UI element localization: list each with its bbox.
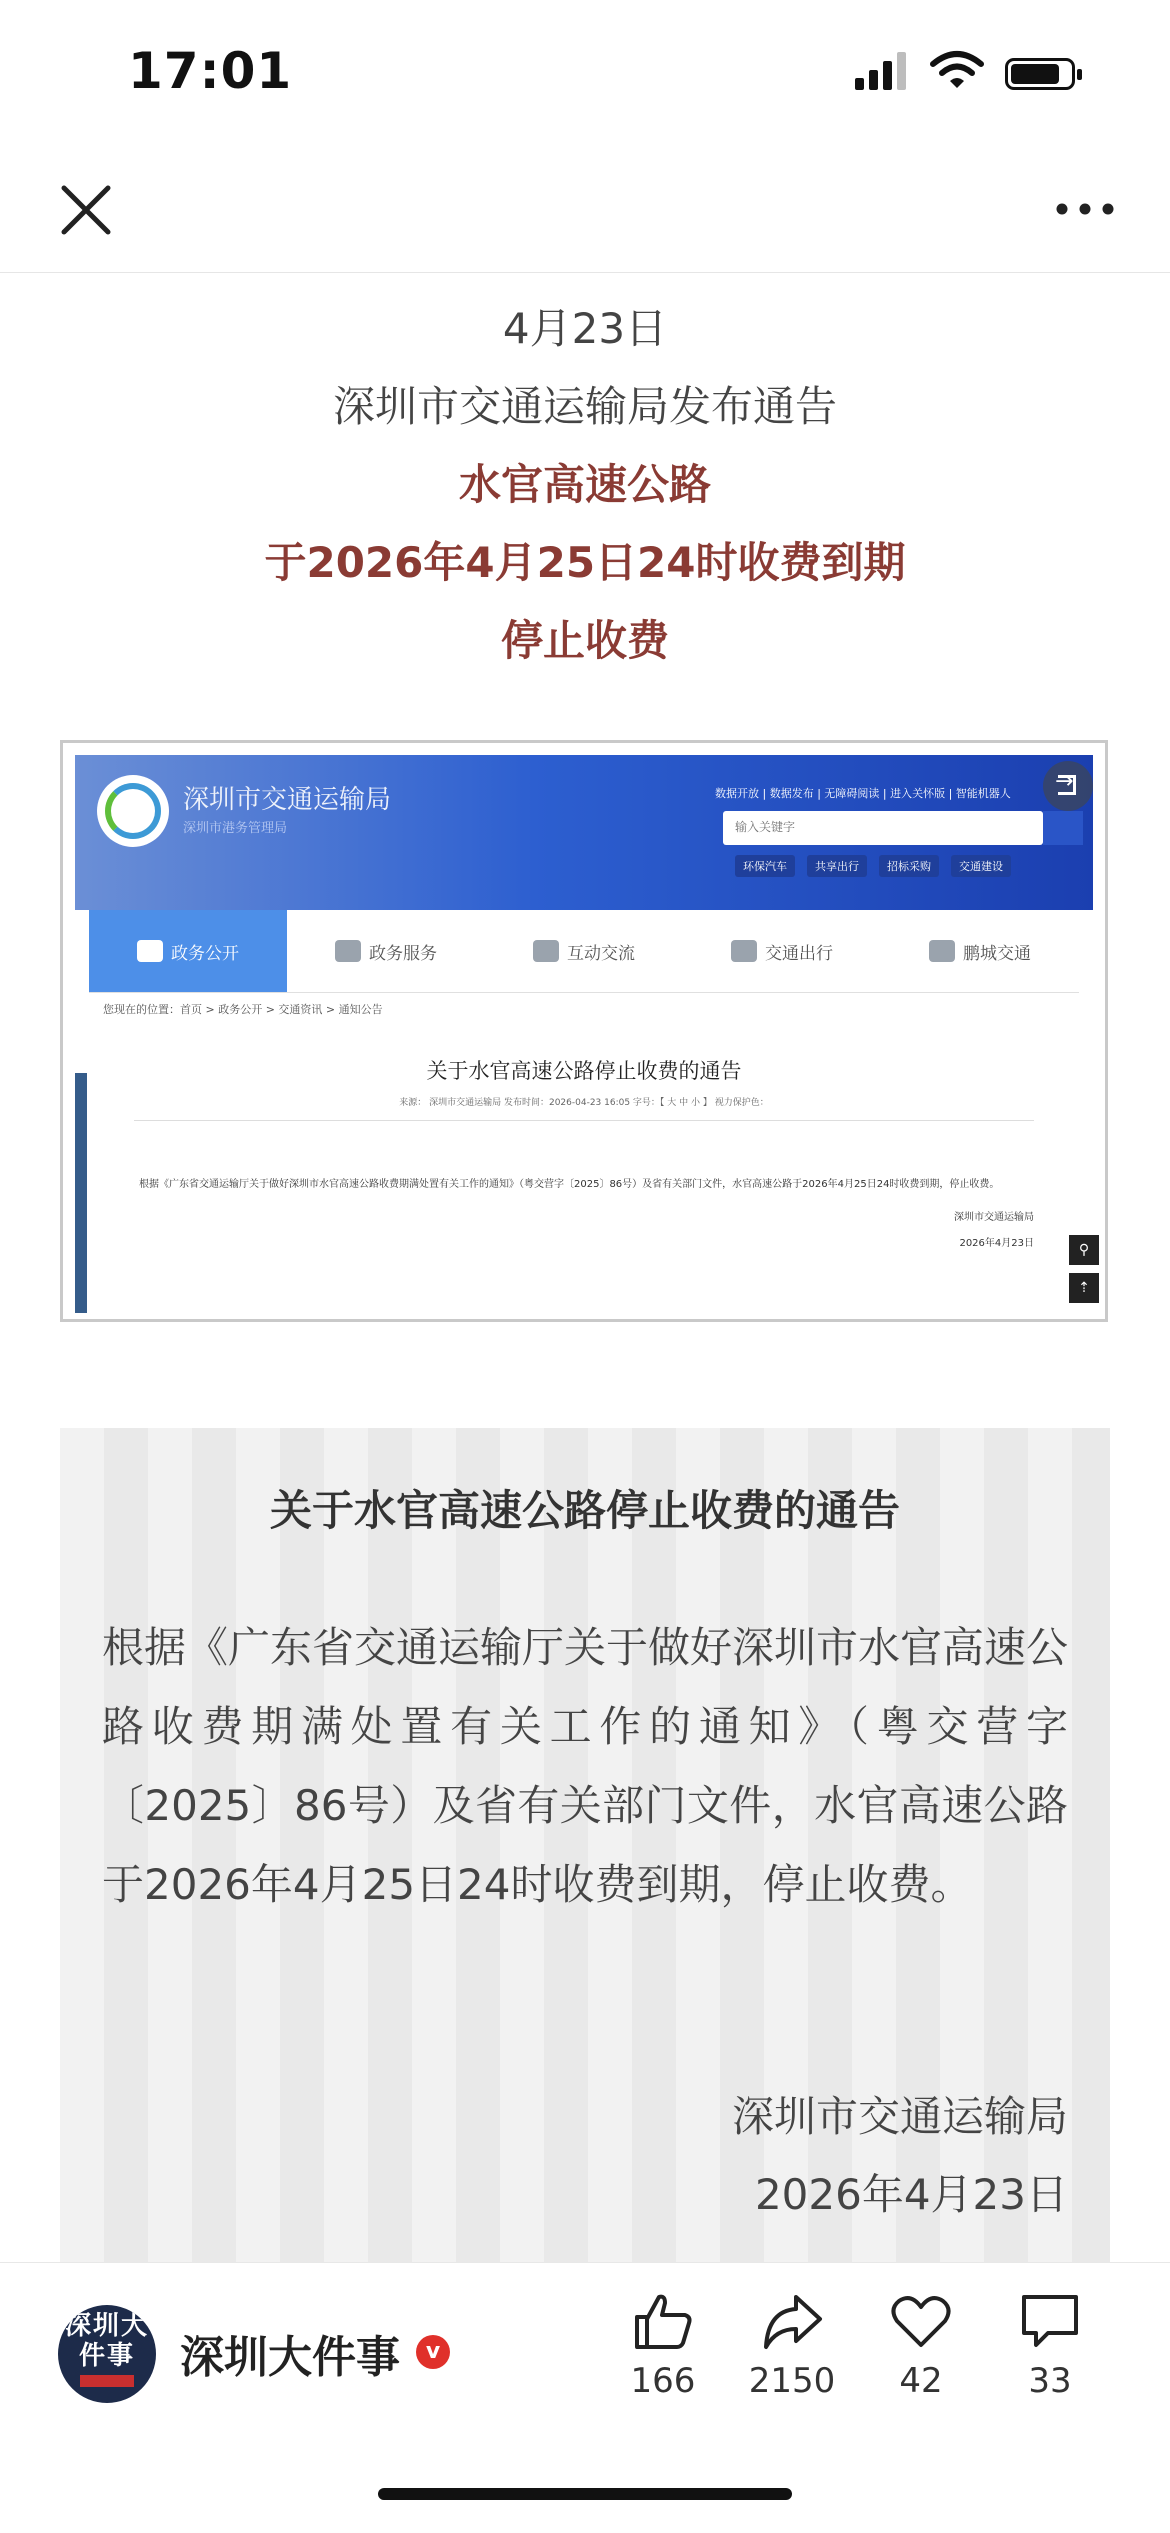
header-road-name: 水官高速公路 [458, 460, 711, 509]
status-bar [0, 0, 1170, 150]
more-options-icon[interactable] [1055, 202, 1115, 216]
site-article-divider [134, 1120, 1034, 1121]
cellular-signal-icon [855, 52, 911, 92]
avatar-text: 深圳大件事 [64, 2311, 149, 2371]
like-button[interactable] [608, 2291, 718, 2401]
comment-count: 33 [1028, 2361, 1072, 2401]
site-tag: 环保汽车 [735, 855, 795, 877]
status-time: 17:01 [128, 42, 293, 100]
share-arrow-icon [760, 2291, 824, 2351]
like-count: 166 [630, 2361, 696, 2401]
site-search-button [1043, 811, 1083, 845]
site-article-title: 关于水官高速公路停止收费的通告 [426, 1059, 742, 1083]
notice-signature [732, 2078, 1068, 2234]
site-tabs [89, 910, 1079, 993]
site-tab [881, 910, 1079, 992]
avatar-red-tag [80, 2375, 134, 2387]
site-article [89, 1025, 1079, 1315]
favorite-count: 42 [899, 2361, 943, 2401]
account-name[interactable]: 深圳大件事 [180, 2332, 400, 2383]
comment-button[interactable] [995, 2291, 1105, 2401]
back-to-top-icon: ⇡ [1069, 1273, 1099, 1303]
close-icon[interactable] [58, 182, 114, 238]
site-tab-label: 政务服务 [369, 943, 437, 964]
site-search-box [723, 811, 1043, 845]
site-tab [683, 910, 881, 992]
site-tags [735, 855, 1011, 877]
site-tab [287, 910, 485, 992]
site-search-input [733, 811, 1037, 843]
site-tag: 交通建设 [951, 855, 1011, 877]
battery-icon [1005, 58, 1075, 90]
site-sign-org: 深圳市交通运输局 [954, 1212, 1034, 1223]
notice-card [60, 1428, 1110, 2268]
site-logo [97, 775, 169, 847]
notice-sign-org: 深圳市交通运输局 [731, 2092, 1068, 2141]
travel-icon [731, 940, 757, 962]
exit-fullscreen-icon [1043, 761, 1093, 811]
wifi-icon [930, 50, 984, 90]
site-tag: 共享出行 [807, 855, 867, 877]
thumbs-up-icon [631, 2291, 695, 2351]
heart-icon [889, 2291, 953, 2351]
header-date: 4月23日 [502, 304, 668, 353]
site-subtitle: 深圳市港务管理局 [183, 821, 288, 836]
nav-bar [0, 150, 1170, 273]
site-article-meta: 来源： 深圳市交通运输局 发布时间：2026-04-23 16:05 字号：【 大 中 小 】 视力保护色： [399, 1098, 769, 1108]
website-screenshot-image[interactable] [60, 740, 1108, 1322]
site-sign-date: 2026年4月23日 [959, 1238, 1034, 1249]
account-avatar[interactable] [58, 2305, 156, 2403]
chat-icon [533, 940, 559, 962]
notice-sign-date: 2026年4月23日 [754, 2170, 1068, 2219]
site-side-image [75, 1073, 87, 1313]
verified-badge: v [416, 2335, 450, 2369]
comment-icon [1018, 2291, 1082, 2351]
site-breadcrumb: 您现在的位置：首页 > 政务公开 > 交通资讯 > 通知公告 [103, 1003, 383, 1016]
site-title: 深圳市交通运输局 [183, 785, 392, 815]
site-tab-label: 交通出行 [765, 943, 833, 964]
site-tab-label: 互动交流 [567, 943, 635, 964]
header-publisher: 深圳市交通运输局发布通告 [332, 382, 837, 431]
share-count: 2150 [748, 2361, 836, 2401]
header-expiry-time: 于2026年4月25日24时收费到期 [264, 538, 906, 587]
site-tab-label: 鹏城交通 [963, 943, 1031, 964]
site-tab-label: 政务公开 [171, 943, 239, 964]
notice-body: 根据《广东省交通运输厅关于做好深圳市水官高速公路收费期满处置有关工作的通知》（粤交营字〔2025〕86号）及省有关部门文件，水官高速公路于2026年4月25日24时收费到期，停止收费。 [102, 1623, 1069, 1909]
site-article-body: 根据《广东省交通运输厅关于做好深圳市水官高速公路收费期满处置有关工作的通知》（粤交营字〔2025〕86号）及省有关部门文件，水官高速公路于2026年4月25日24时收费到期，停止收费。 [139, 1179, 1000, 1190]
city-icon [929, 940, 955, 962]
site-top-links: 数据开放 | 数据发布 | 无障碍阅读 | 进入关怀版 | 智能机器人 [715, 787, 1011, 800]
header-stop-toll: 停止收费 [500, 616, 669, 665]
home-indicator[interactable] [378, 2488, 792, 2500]
site-tab [89, 910, 287, 992]
site-tab [485, 910, 683, 992]
notice-title: 关于水官高速公路停止收费的通告 [269, 1486, 900, 1535]
service-icon [335, 940, 361, 962]
site-banner [75, 755, 1093, 910]
share-button[interactable] [737, 2291, 847, 2401]
favorite-button[interactable] [866, 2291, 976, 2401]
site-tag: 招标采购 [879, 855, 939, 877]
site-article-signature [954, 1205, 1034, 1257]
share-float-icon: ⚲ [1069, 1235, 1099, 1265]
book-icon [137, 940, 163, 962]
